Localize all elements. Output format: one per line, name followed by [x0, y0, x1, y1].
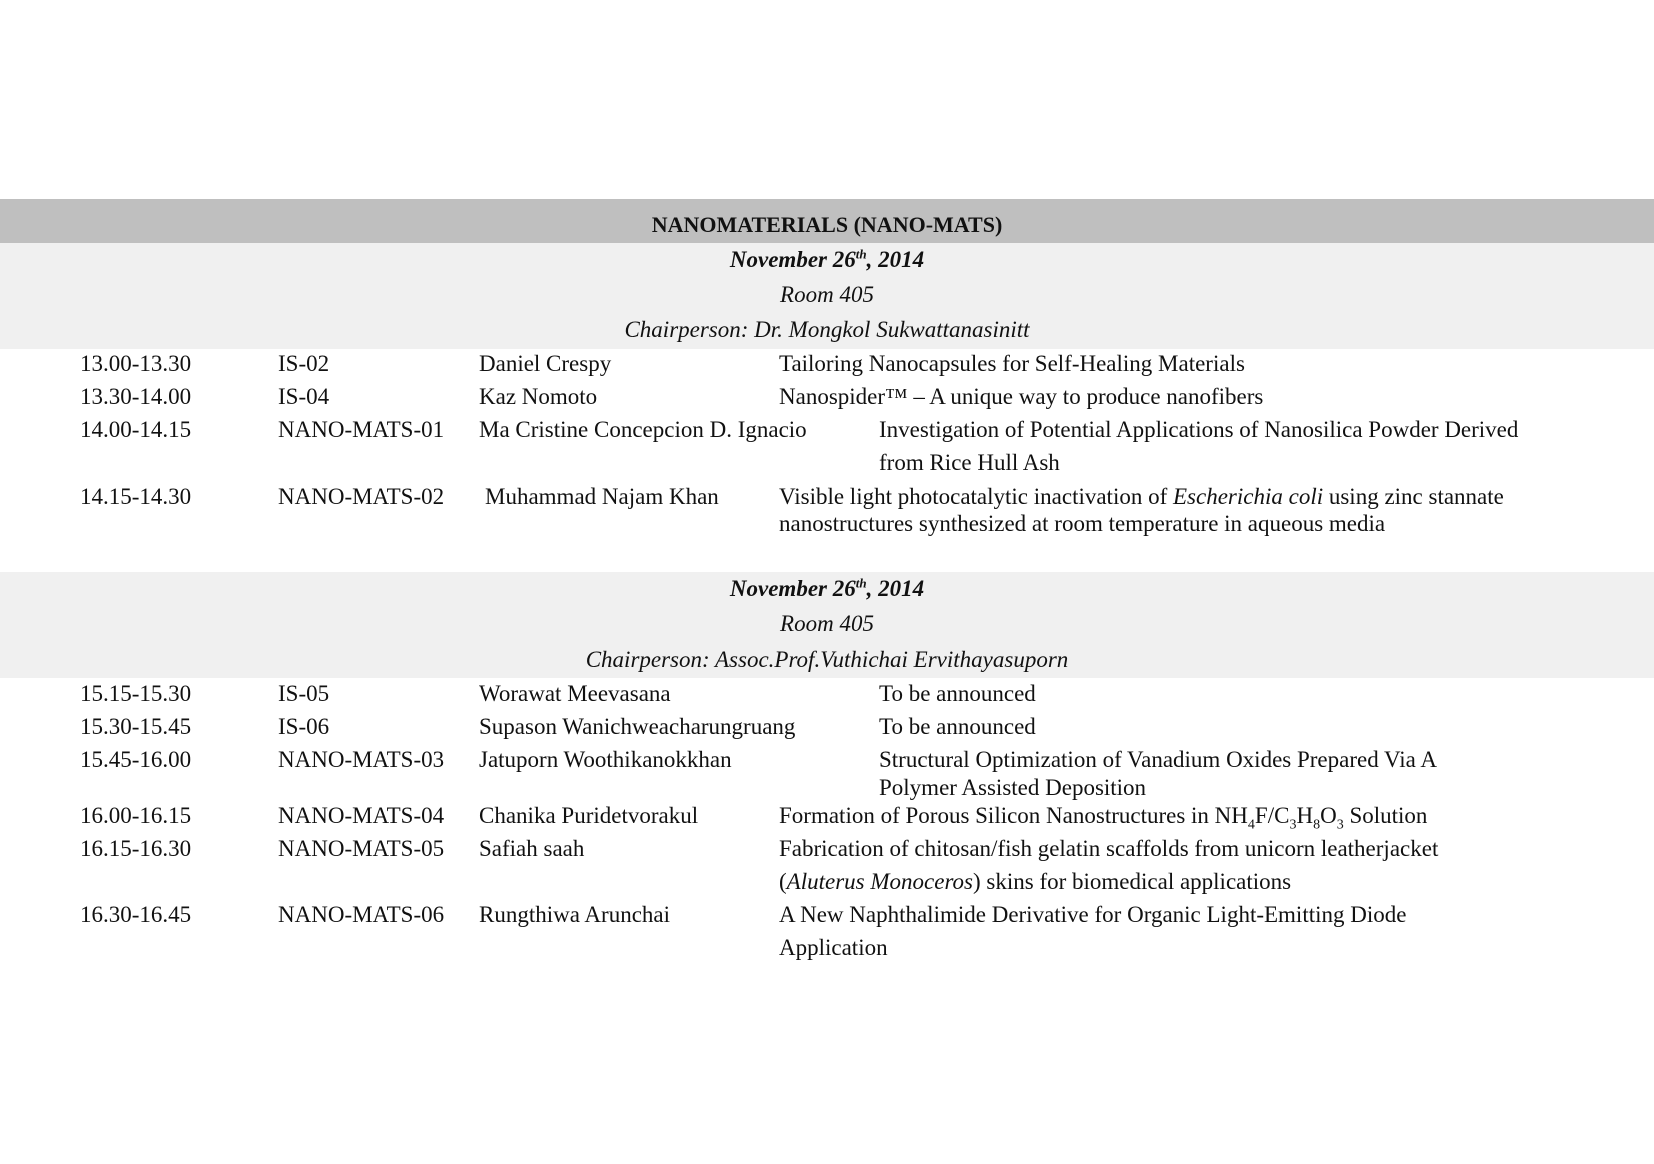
row-code: NANO-MATS-02 — [278, 484, 445, 509]
row-talk-title: Formation of Porous Silicon Nanostructures in $NH_4F/C_3H_8O_3$ Solution — [779, 803, 1428, 833]
row-presenter: Supason Wanichweacharungruang — [479, 714, 796, 739]
row-talk-title-line-2: Application — [779, 935, 888, 960]
row-time: 13.30-14.00 — [80, 384, 192, 409]
row-code: NANO-MATS-05 — [278, 836, 445, 861]
row-time: 16.30-16.45 — [80, 902, 192, 927]
row-presenter: Kaz Nomoto — [479, 384, 598, 409]
session-1-chairperson: Chairperson: Dr. Mongkol Sukwattanasinitt — [624, 317, 1030, 342]
row-talk-title-line-1: Investigation of Potential Applications of Nanosilica Powder Derived — [879, 417, 1519, 442]
row-time: 13.00-13.30 — [80, 351, 192, 376]
row-time: 14.00-14.15 — [80, 417, 192, 442]
row-talk-title-line-2: nanostructures synthesized at room temperature in aqueous media — [779, 511, 1386, 536]
row-time: 15.30-15.45 — [80, 714, 192, 739]
session-1-room: Room 405 — [780, 282, 874, 307]
session-1-date: November 26th, 2014 — [729, 246, 925, 272]
row-talk-title: Nanospider™ – A unique way to produce nanofibers — [779, 384, 1264, 409]
row-talk-title: To be announced — [879, 681, 1036, 706]
row-presenter: Daniel Crespy — [479, 351, 612, 376]
row-talk-title-line-1: A New Naphthalimide Derivative for Organic Light-Emitting Diode — [779, 902, 1407, 927]
row-talk-title-line-2: from Rice Hull Ash — [879, 450, 1060, 475]
row-time: 16.15-16.30 — [80, 836, 192, 861]
row-presenter: Jatuporn Woothikanokkhan — [479, 747, 732, 772]
row-code: IS-06 — [278, 714, 330, 739]
row-presenter: Worawat Meevasana — [479, 681, 671, 706]
session-2-room: Room 405 — [780, 611, 874, 636]
row-presenter: Ma Cristine Concepcion D. Ignacio — [479, 417, 807, 442]
row-talk-title-line-1: Fabrication of chitosan/fish gelatin scaffolds from unicorn leatherjacket — [779, 836, 1439, 861]
row-code: NANO-MATS-03 — [278, 747, 445, 772]
row-talk-title-line-1: Visible light photocatalytic inactivation of Escherichia coli using zinc stannate — [779, 484, 1504, 509]
row-time: 14.15-14.30 — [80, 484, 192, 509]
row-talk-title-line-2: Polymer Assisted Deposition — [879, 775, 1147, 800]
row-talk-title-line-1: Structural Optimization of Vanadium Oxides Prepared Via A — [879, 747, 1437, 772]
row-presenter: Chanika Puridetvorakul — [479, 803, 699, 828]
row-code: IS-04 — [278, 384, 330, 409]
row-code: NANO-MATS-01 — [278, 417, 445, 442]
row-time: 15.45-16.00 — [80, 747, 192, 772]
row-code: NANO-MATS-04 — [278, 803, 445, 828]
section-title: NANOMATERIALS (NANO-MATS) — [651, 212, 1003, 237]
row-presenter: Safiah saah — [479, 836, 585, 861]
session-2-chairperson: Chairperson: Assoc.Prof.Vuthichai Ervithayasuporn — [585, 647, 1069, 672]
row-talk-title: Tailoring Nanocapsules for Self-Healing Materials — [779, 351, 1245, 376]
row-presenter: Muhammad Najam Khan — [485, 484, 719, 509]
row-code: IS-05 — [278, 681, 330, 706]
row-time: 15.15-15.30 — [80, 681, 192, 706]
row-code: NANO-MATS-06 — [278, 902, 445, 927]
row-presenter: Rungthiwa Arunchai — [479, 902, 670, 927]
row-talk-title-line-2: (Aluterus Monoceros) skins for biomedical applications — [779, 869, 1292, 894]
row-code: IS-02 — [278, 351, 330, 376]
row-time: 16.00-16.15 — [80, 803, 192, 828]
row-talk-title: To be announced — [879, 714, 1036, 739]
session-2-date: November 26th, 2014 — [729, 575, 925, 601]
